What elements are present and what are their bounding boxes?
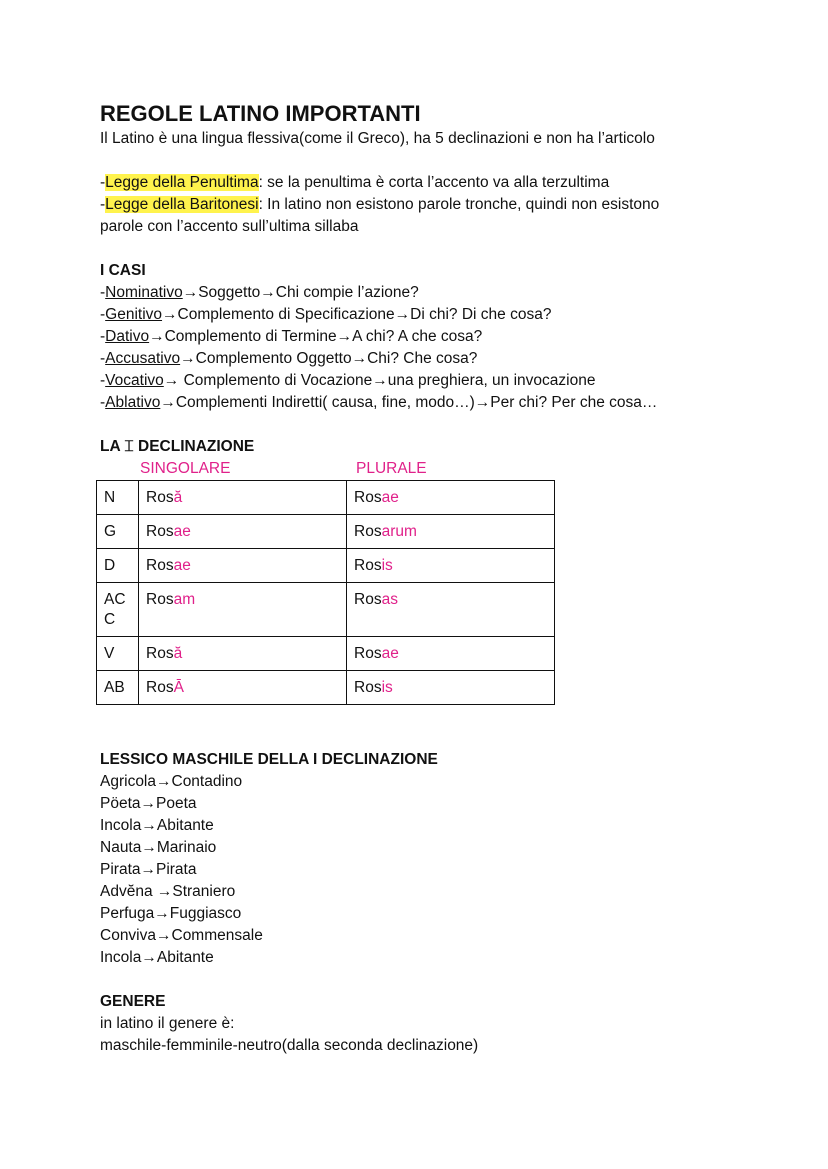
singular-cell: Rosae <box>139 549 347 583</box>
ending: ă <box>173 645 183 662</box>
singular-cell: Rosă <box>139 637 347 671</box>
case-cell: ACC <box>97 583 139 637</box>
case-cell: N <box>97 481 139 515</box>
plural-cell: Rosis <box>347 549 555 583</box>
casi-list <box>100 282 740 414</box>
ending: am <box>173 591 196 608</box>
list-item: Conviva→Commensale <box>100 927 263 944</box>
table-row <box>97 481 555 515</box>
list-item: Perfuga→Fuggiasco <box>100 905 242 922</box>
lessico-list <box>100 771 740 969</box>
declension-table <box>96 480 555 705</box>
list-item: Pöeta→Poeta <box>100 795 197 812</box>
genere-heading: GENERE <box>100 993 166 1010</box>
list-item: Incola→Abitante <box>100 817 214 834</box>
document-title: REGOLE LATINO IMPORTANTI <box>100 101 421 126</box>
case-cell: G <box>97 515 139 549</box>
intro-text: Il Latino è una lingua flessiva(come il Greco), ha 5 declinazioni e non ha l’articolo <box>100 130 655 147</box>
genere-line: in latino il genere è: <box>100 1015 235 1032</box>
table-row <box>97 637 555 671</box>
ending: ae <box>173 557 191 574</box>
case-cell: D <box>97 549 139 583</box>
declension-heading: LA ⌶ DECLINAZIONE <box>100 438 255 455</box>
ending: ae <box>381 489 399 506</box>
table-row <box>97 671 555 705</box>
caso-item: -Accusativo→Complemento Oggetto→Chi? Che cosa? <box>100 350 478 367</box>
table-row <box>97 549 555 583</box>
ending: ae <box>381 645 399 662</box>
singular-label: SINGOLARE <box>140 460 231 477</box>
singular-cell: RosĀ <box>139 671 347 705</box>
rule-continuation: parole con l’accento sull’ultima sillaba <box>100 218 359 235</box>
ending: arum <box>381 523 417 540</box>
table-row <box>97 583 555 637</box>
ending: is <box>381 679 393 696</box>
plural-cell: Rosarum <box>347 515 555 549</box>
list-item: Incola→Abitante <box>100 949 214 966</box>
plural-cell: Rosae <box>347 481 555 515</box>
table-row <box>97 515 555 549</box>
ending: as <box>381 591 398 608</box>
singular-cell: Rosae <box>139 515 347 549</box>
list-item: Pirata→Pirata <box>100 861 197 878</box>
list-item: Advĕna →Straniero <box>100 883 236 900</box>
case-cell: AB <box>97 671 139 705</box>
rule-baritonesi: -Legge della Baritonesi: In latino non esistono parole tronche, quindi non esistono <box>100 196 660 213</box>
ending: ae <box>173 523 191 540</box>
caso-item: -Nominativo→Soggetto→Chi compie l’azione? <box>100 284 419 301</box>
genere-line: maschile-femminile-neutro(dalla seconda declinazione) <box>100 1037 479 1054</box>
rule-penultima: -Legge della Penultima: se la penultima è corta l’accento va alla terzultima <box>100 174 610 191</box>
caso-item: -Genitivo→Complemento di Specificazione→Di chi? Di che cosa? <box>100 306 552 323</box>
caso-item: -Ablativo→Complementi Indiretti( causa, fine, modo…)→Per chi? Per che cosa… <box>100 394 658 411</box>
ending: ă <box>173 489 183 506</box>
plural-label: PLURALE <box>356 460 427 477</box>
case-cell: V <box>97 637 139 671</box>
ending: Ā <box>173 679 184 696</box>
singular-cell: Rosam <box>139 583 347 637</box>
rule-term-highlight: Legge della Penultima <box>105 174 259 191</box>
plural-cell: Rosae <box>347 637 555 671</box>
plural-cell: Rosas <box>347 583 555 637</box>
list-item: Agricola→Contadino <box>100 773 243 790</box>
casi-heading: I CASI <box>100 262 146 279</box>
document-page <box>100 100 740 1057</box>
caso-item: -Vocativo→ Complemento di Vocazione→una preghiera, un invocazione <box>100 372 596 389</box>
caso-item: -Dativo→Complemento di Termine→A chi? A che cosa? <box>100 328 483 345</box>
lessico-heading: LESSICO MASCHILE DELLA I DECLINAZIONE <box>100 751 438 768</box>
ending: is <box>381 557 393 574</box>
declension-column-headers <box>100 458 740 480</box>
singular-cell: Rosă <box>139 481 347 515</box>
plural-cell: Rosis <box>347 671 555 705</box>
list-item: Nauta→Marinaio <box>100 839 217 856</box>
rule-term-highlight: Legge della Baritonesi <box>105 196 259 213</box>
